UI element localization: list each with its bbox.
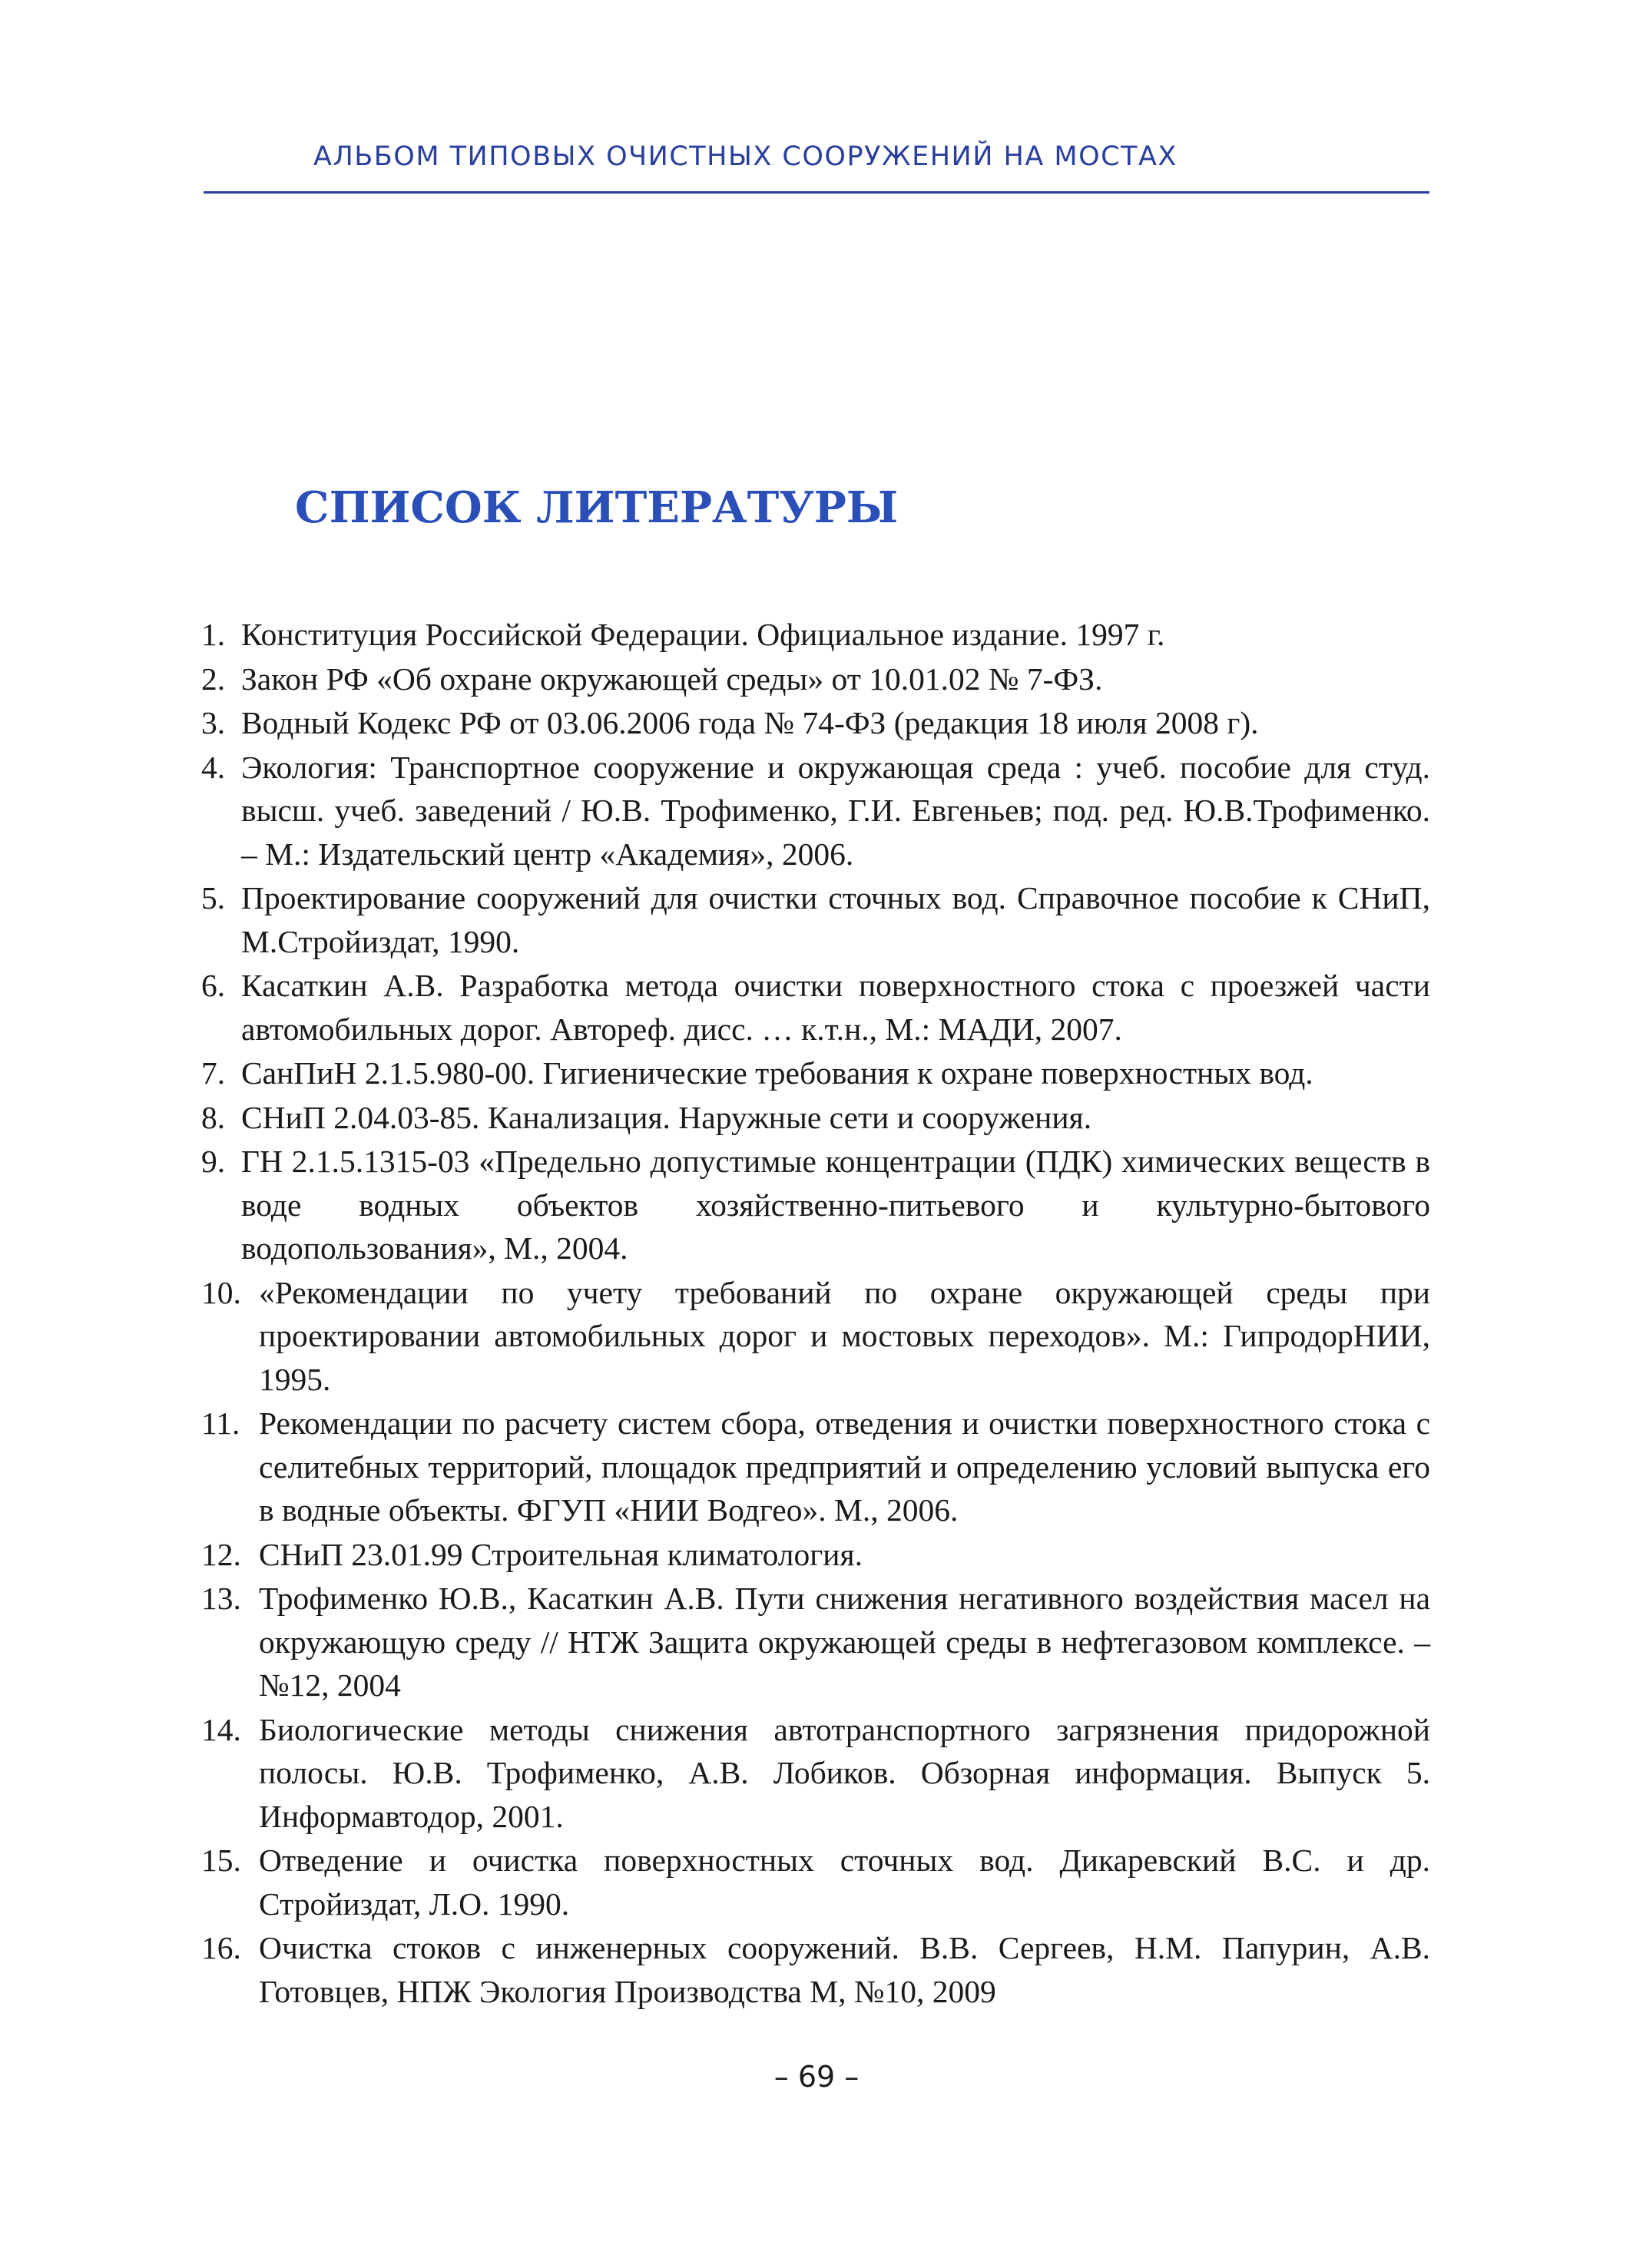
reference-number: 6. (201, 968, 226, 1003)
reference-text: Биологические методы снижения автотранспортного загрязнения придорожной полосы. Ю.В. Трофименко, А.В. Лобиков. Обзорная информация. Выпуск 5. Информавтодор, 2001. (259, 1711, 1430, 1834)
reference-text: СНиП 2.04.03-85. Канализация. Наружные сети и сооружения. (241, 1099, 1092, 1135)
reference-text: ГН 2.1.5.1315-03 «Предельно допустимые концентрации (ПДК) химических веществ в воде водных объектов хозяйственно-питьевого и культурно-бытового водопользования», М., 2004. (241, 1144, 1430, 1266)
reference-item-10 (201, 1271, 1430, 1402)
reference-text: Конституция Российской Федерации. Официальное издание. 1997 г. (241, 617, 1165, 652)
reference-item-13 (201, 1577, 1430, 1707)
running-header: АЛЬБОМ ТИПОВЫХ ОЧИСТНЫХ СООРУЖЕНИЙ НА МОСТАХ (313, 141, 1178, 172)
reference-item-16 (201, 1926, 1430, 2013)
reference-item-8 (201, 1096, 1430, 1140)
reference-item-7 (201, 1051, 1430, 1095)
reference-number: 11. (201, 1405, 240, 1441)
reference-number: 7. (201, 1055, 226, 1091)
reference-item-14 (201, 1708, 1430, 1839)
reference-number: 10. (201, 1274, 241, 1310)
reference-item-9 (201, 1140, 1430, 1270)
reference-text: Закон РФ «Об охране окружающей среды» от 10.01.02 № 7-ФЗ. (241, 661, 1103, 697)
reference-item-3 (201, 701, 1430, 745)
header-rule (204, 191, 1429, 194)
reference-item-4 (201, 746, 1430, 876)
reference-text: СанПиН 2.1.5.980-00. Гигиенические требования к охране поверхностных вод. (241, 1055, 1313, 1091)
reference-text: Очистка стоков с инженерных сооружений. В.В. Сергеев, Н.М. Папурин, А.В. Готовцев, НПЖ Экология Производства М, №10, 2009 (259, 1930, 1430, 2009)
reference-text: Экология: Транспортное сооружение и окружающая среда : учеб. пособие для студ. высш. учеб. заведений / Ю.В. Трофименко, Г.И. Евгеньев; под. ред. Ю.В.Трофименко. – М.: Издательский центр «Академия», 2006. (241, 749, 1430, 872)
reference-list (201, 613, 1430, 2014)
reference-number: 9. (201, 1144, 226, 1179)
reference-item-5 (201, 876, 1430, 963)
reference-text: Отведение и очистка поверхностных сточных вод. Дикаревский В.С. и др. Стройиздат, Л.О. 1990. (259, 1843, 1430, 1922)
reference-text: «Рекомендации по учету требований по охране окружающей среды при проектировании автомобильных дорог и мостовых переходов». М.: ГипродорНИИ, 1995. (259, 1274, 1430, 1397)
reference-number: 2. (201, 661, 226, 697)
page-number: – 69 – (773, 2060, 860, 2094)
reference-number: 16. (201, 1930, 241, 1965)
reference-number: 3. (201, 705, 226, 740)
reference-text: Трофименко Ю.В., Касаткин А.В. Пути снижения негативного воздействия масел на окружающую среду // НТЖ Защита окружающей среды в нефтегазовом комплексе. – №12, 2004 (259, 1581, 1430, 1703)
reference-text: Рекомендации по расчету систем сбора, отведения и очистки поверхностного стока с селитебных территорий, площадок предприятий и определению условий выпуска его в водные объекты. ФГУП «НИИ Водгео». М., 2006. (259, 1405, 1430, 1528)
reference-number: 14. (201, 1711, 241, 1747)
reference-number: 5. (201, 880, 226, 915)
reference-number: 8. (201, 1099, 226, 1135)
reference-item-1 (201, 613, 1430, 657)
reference-item-11 (201, 1402, 1430, 1532)
reference-item-12 (201, 1533, 1430, 1577)
section-title: СПИСОК ЛИТЕРАТУРЫ (295, 482, 899, 533)
reference-item-6 (201, 964, 1430, 1051)
reference-number: 4. (201, 749, 226, 785)
reference-text: Проектирование сооружений для очистки сточных вод. Справочное пособие к СНиП, М.Стройиздат, 1990. (241, 880, 1430, 959)
reference-number: 15. (201, 1843, 241, 1878)
reference-text: Касаткин А.В. Разработка метода очистки поверхностного стока с проезжей части автомобильных дорог. Автореф. дисс. … к.т.н., М.: МАДИ, 2007. (241, 968, 1430, 1047)
reference-text: Водный Кодекс РФ от 03.06.2006 года № 74-ФЗ (редакция 18 июля 2008 г). (241, 705, 1259, 740)
reference-item-2 (201, 657, 1430, 701)
reference-number: 1. (201, 617, 226, 652)
reference-number: 13. (201, 1581, 241, 1616)
reference-text: СНиП 23.01.99 Строительная климатология. (259, 1536, 863, 1572)
reference-number: 12. (201, 1536, 241, 1572)
reference-item-15 (201, 1839, 1430, 1925)
